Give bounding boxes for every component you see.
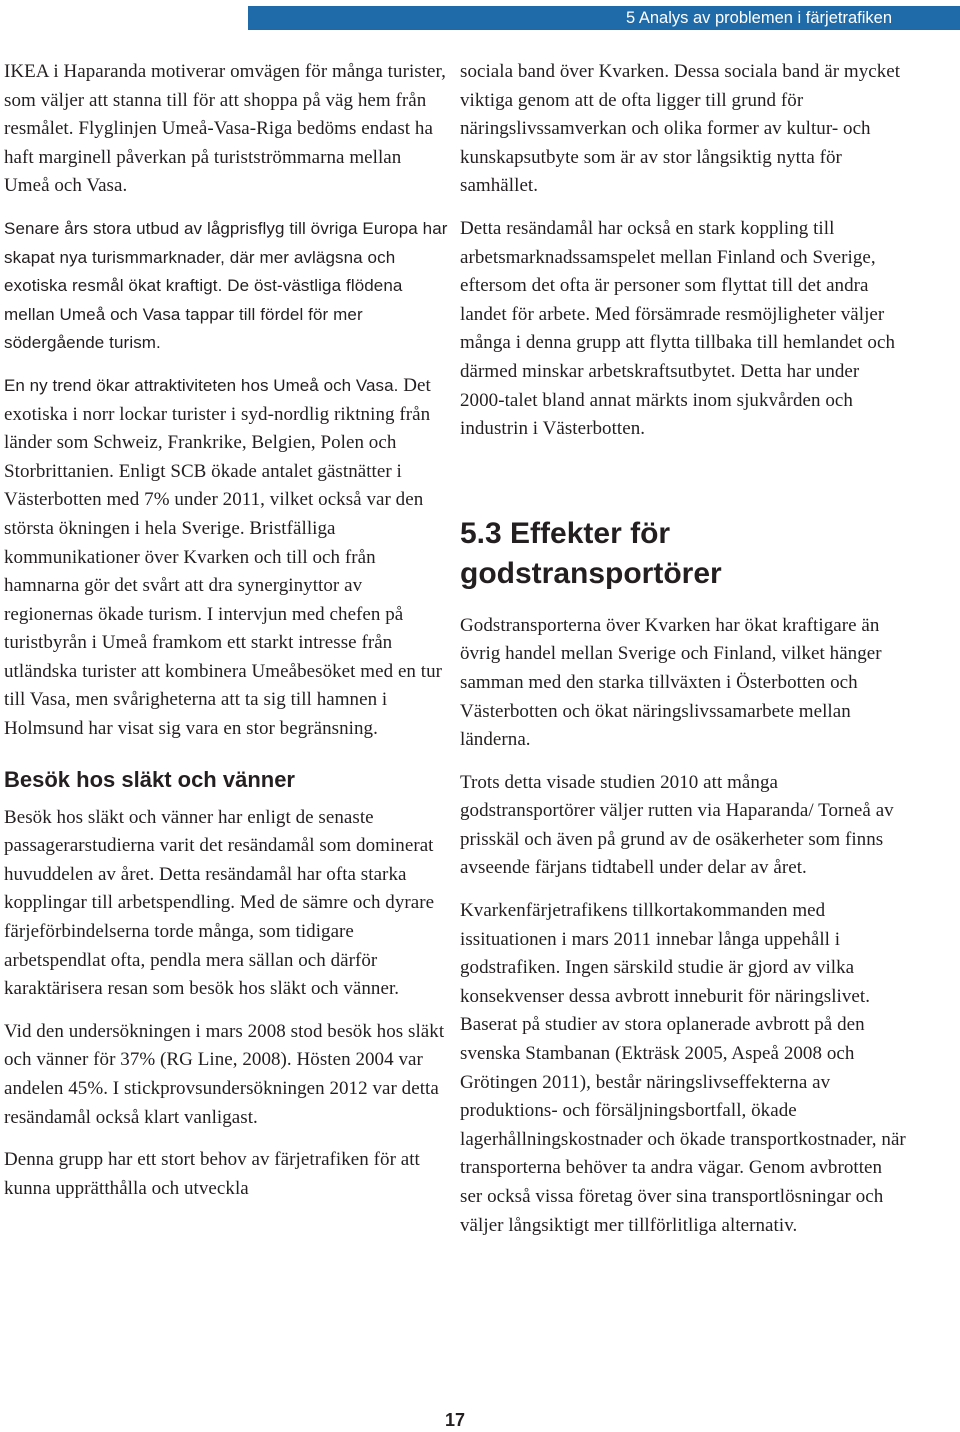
section-heading: 5.3 Effekter för godstransportörer <box>460 516 722 590</box>
paragraph: Godstransporterna över Kvarken har ökat kraftigare än övrig handel mellan Sverige och Finland, vilket hänger samman med den starka tillväxten i Österbotten och Västerbotten och ökat näringslivssamarbete mellan länderna. <box>460 614 882 751</box>
paragraph-lead-sans: En ny trend ökar attraktiviteten hos Umeå och Vasa. <box>4 375 399 395</box>
left-column <box>4 58 450 1203</box>
subheading: Besök hos släkt och vänner <box>4 766 295 792</box>
section-header-title: 5 Analys av problemen i färjetrafiken <box>626 9 892 27</box>
paragraph-body: Det exotiska i norr lockar turister i syd-nordlig riktning från länder som Schweiz, Frankrike, Belgien, Polen och Storbrittanien. Enligt SCB ökade antalet gästnätter i Västerbotten med 7% under 2011, vilket också var den största ökningen i hela Sverige. Bristfälliga kommunikationer över Kvarken och till och från hamnarna gör det svårt att dra synerginyttor av regionernas ökade turism. I intervjun med chefen på turistbyrån i Umeå framkom ett starkt intresse från utländska turister att kombinera Umeåbesöket med en tur till Vasa, men svårigheterna att ta sig till hamnen i Holmsund har visat sig vara en stor begränsning. <box>4 374 443 740</box>
paragraph: Trots detta visade studien 2010 att många godstransportörer väljer rutten via Haparanda/ Torneå av prisskäl och även på grund av de osäkerheter som finns avseende färjans tidtabell under delar av året. <box>460 771 894 879</box>
section-header-band <box>248 6 960 30</box>
paragraph: Denna grupp har ett stort behov av färjetrafiken för att kunna upprätthålla och utveckla <box>4 1149 420 1199</box>
paragraph: Kvarkenfärjetrafikens tillkortakommanden med issituationen i mars 2011 innebar långa uppehåll i godstrafiken. Ingen särskild studie är gjord av vilka konsekvenser dessa avbrott inneburit för näringslivet. Baserat på studier av stora oplanerade avbrott på den svenska Stambanan (Ekträsk 2005, Aspeå 2008 och Grötingen 2011), består näringslivseffekterna av produktions- och försäljningsbortfall, ökade lagerhållningskostnader och ökade transportkostnader, när transporterna behöver ta andra vägar. Genom avbrotten ser också vissa företag över sina transportlösningar och väljer långsiktigt mer tillförlitliga alternativ. <box>460 900 906 1236</box>
paragraph: Besök hos släkt och vänner har enligt de senaste passagerarstudierna varit det resändamål som dominerat huvuddelen av året. Detta resändamål har ofta starka kopplingar till arbetspendling. Med de sämre och dyrare färjeförbindelserna torde många, som tidigare arbetspendlat ofta, pendla mera sällan och därför karaktärisera resan som besök hos släkt och vänner. <box>4 806 435 1000</box>
paragraph: IKEA i Haparanda motiverar omvägen för många turister, som väljer att stanna till för att shoppa på väg hem från resmålet. Flyglinjen Umeå-Vasa-Riga bedöms endast ha haft marginell påverkan på turistströmmarna mellan Umeå och Vasa. <box>4 61 446 197</box>
paragraph: sociala band över Kvarken. Dessa sociala band är mycket viktiga genom att de ofta ligger till grund för näringslivssamverkan och olika former av kultur- och kunskapsutbyte som är av stor långsiktig nytta för samhället. <box>460 61 901 197</box>
paragraph: Detta resändamål har också en stark koppling till arbetsmarknadssamspelet mellan Finland och Sverige, eftersom det ofta är personer som flyttat till det andra landet för arbete. Med försämrade resmöjligheter väljer många i denna grupp att flytta tillbaka till hemlandet och därmed minskar arbetskraftsutbytet. Detta har under 2000-talet bland annat märkts inom sjukvården och industrin i Västerbotten. <box>460 217 896 440</box>
paragraph-mixed <box>4 372 450 744</box>
page-number: 17 <box>444 1410 466 1430</box>
paragraph-sans: Senare års stora utbud av lågprisflyg till övriga Europa har skapat nya turismmarknader, där mer avlägsna och exotiska resmål ökat kraftigt. De öst-västliga flödena mellan Umeå och Vasa tappar till fördel för mer södergående turism. <box>4 218 448 353</box>
right-column <box>460 58 906 1240</box>
paragraph: Vid den undersökningen i mars 2008 stod besök hos släkt och vänner för 37% (RG Line, 2008). Hösten 2004 var andelen 45%. I stickprovsundersökningen 2012 var detta resändamål också klart vanligast. <box>4 1020 445 1128</box>
